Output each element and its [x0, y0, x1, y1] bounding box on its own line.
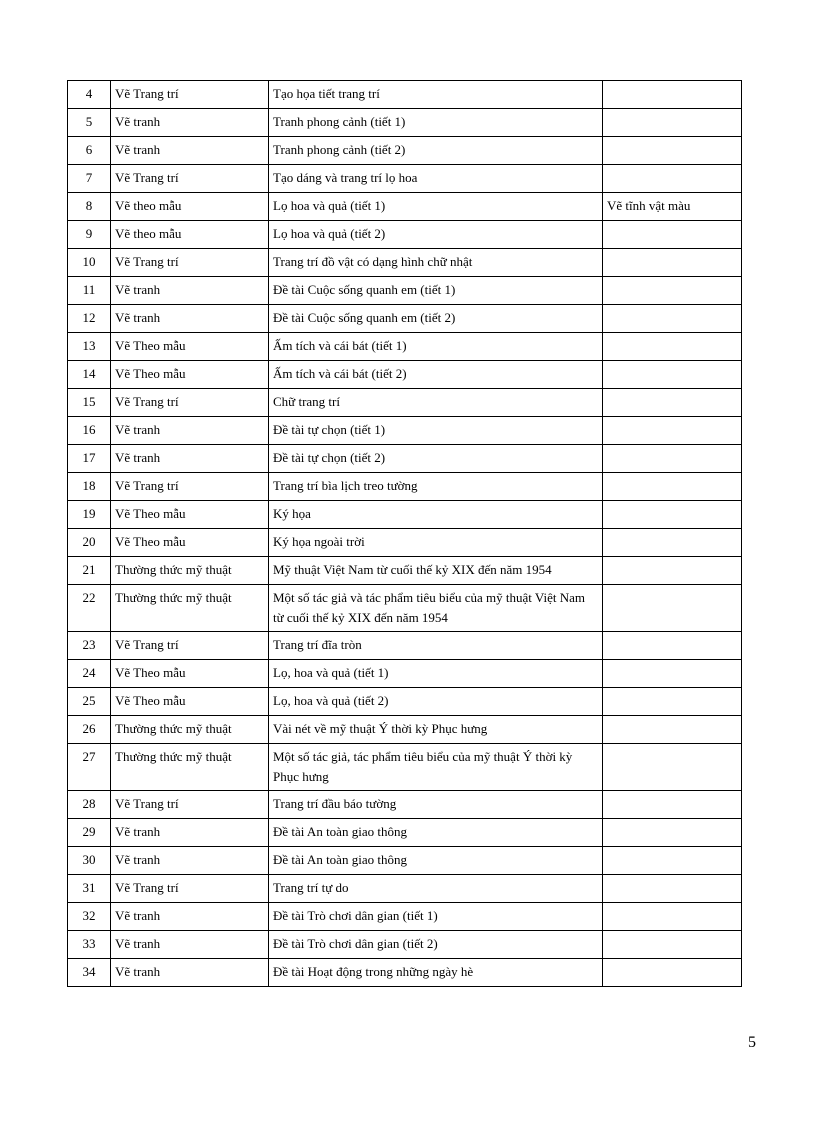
- lesson-title-cell: Ký họa ngoài trời: [269, 529, 603, 557]
- lesson-number-cell: 24: [68, 660, 111, 688]
- lesson-title-cell: Ấm tích và cái bát (tiết 1): [269, 333, 603, 361]
- lesson-title-cell: Đề tài Cuộc sống quanh em (tiết 1): [269, 277, 603, 305]
- category-cell: Vẽ Theo mẫu: [111, 361, 269, 389]
- note-cell: [603, 221, 742, 249]
- note-cell: [603, 660, 742, 688]
- note-cell: [603, 417, 742, 445]
- note-cell: [603, 277, 742, 305]
- table-row: [68, 193, 742, 221]
- note-cell: [603, 361, 742, 389]
- lesson-title-cell: Trang trí đĩa tròn: [269, 632, 603, 660]
- category-cell: Vẽ Trang trí: [111, 389, 269, 417]
- category-cell: Vẽ tranh: [111, 819, 269, 847]
- lesson-title-cell: Đề tài Trò chơi dân gian (tiết 2): [269, 931, 603, 959]
- lesson-title-cell: Vài nét về mỹ thuật Ý thời kỳ Phục hưng: [269, 716, 603, 744]
- lesson-title-cell: Lọ hoa và quả (tiết 1): [269, 193, 603, 221]
- category-cell: Vẽ tranh: [111, 445, 269, 473]
- lesson-title-cell: Trang trí tự do: [269, 875, 603, 903]
- category-cell: Vẽ Theo mẫu: [111, 501, 269, 529]
- lesson-number-cell: 18: [68, 473, 111, 501]
- lesson-title-cell: Tranh phong cảnh (tiết 2): [269, 137, 603, 165]
- note-cell: [603, 165, 742, 193]
- lesson-number-cell: 26: [68, 716, 111, 744]
- lesson-number-cell: 12: [68, 305, 111, 333]
- lesson-number-cell: 20: [68, 529, 111, 557]
- category-cell: Vẽ tranh: [111, 903, 269, 931]
- table-row: [68, 165, 742, 193]
- lesson-title-cell: Mỹ thuật Việt Nam từ cuối thế kỷ XIX đến năm 1954: [269, 557, 603, 585]
- table-body: [68, 81, 742, 987]
- category-cell: Vẽ tranh: [111, 137, 269, 165]
- lesson-number-cell: 17: [68, 445, 111, 473]
- lesson-number-cell: 30: [68, 847, 111, 875]
- table-row: [68, 660, 742, 688]
- table-row: [68, 791, 742, 819]
- table-row: [68, 875, 742, 903]
- category-cell: Vẽ Theo mẫu: [111, 333, 269, 361]
- category-cell: Vẽ tranh: [111, 847, 269, 875]
- note-cell: [603, 959, 742, 987]
- category-cell: Vẽ Trang trí: [111, 81, 269, 109]
- note-cell: [603, 632, 742, 660]
- note-cell: [603, 688, 742, 716]
- note-cell: [603, 137, 742, 165]
- note-cell: [603, 819, 742, 847]
- category-cell: Vẽ Theo mẫu: [111, 660, 269, 688]
- lesson-number-cell: 9: [68, 221, 111, 249]
- lesson-number-cell: 27: [68, 744, 111, 791]
- lesson-title-cell: Lọ hoa và quả (tiết 2): [269, 221, 603, 249]
- lesson-number-cell: 5: [68, 109, 111, 137]
- lesson-number-cell: 21: [68, 557, 111, 585]
- lesson-number-cell: 6: [68, 137, 111, 165]
- table-row: [68, 959, 742, 987]
- lesson-title-cell: Lọ, hoa và quả (tiết 2): [269, 688, 603, 716]
- category-cell: Vẽ theo mẫu: [111, 193, 269, 221]
- note-cell: [603, 305, 742, 333]
- lesson-number-cell: 22: [68, 585, 111, 632]
- lesson-number-cell: 29: [68, 819, 111, 847]
- table-row: [68, 819, 742, 847]
- note-cell: [603, 333, 742, 361]
- lesson-number-cell: 23: [68, 632, 111, 660]
- category-cell: Vẽ Trang trí: [111, 473, 269, 501]
- table-row: [68, 249, 742, 277]
- table-row: [68, 847, 742, 875]
- table-row: [68, 529, 742, 557]
- table-row: [68, 361, 742, 389]
- lesson-number-cell: 4: [68, 81, 111, 109]
- lesson-number-cell: 7: [68, 165, 111, 193]
- lesson-number-cell: 28: [68, 791, 111, 819]
- lesson-title-cell: Đề tài Trò chơi dân gian (tiết 1): [269, 903, 603, 931]
- lesson-title-cell: Đề tài Hoạt động trong những ngày hè: [269, 959, 603, 987]
- table-row: [68, 557, 742, 585]
- note-cell: [603, 249, 742, 277]
- category-cell: Thường thức mỹ thuật: [111, 716, 269, 744]
- lesson-number-cell: 34: [68, 959, 111, 987]
- category-cell: Vẽ tranh: [111, 277, 269, 305]
- note-cell: [603, 529, 742, 557]
- lesson-title-cell: Đề tài tự chọn (tiết 1): [269, 417, 603, 445]
- note-cell: [603, 903, 742, 931]
- table-row: [68, 501, 742, 529]
- lesson-title-cell: Đề tài An toàn giao thông: [269, 847, 603, 875]
- lesson-number-cell: 33: [68, 931, 111, 959]
- lesson-title-cell: Tranh phong cảnh (tiết 1): [269, 109, 603, 137]
- table-row: [68, 473, 742, 501]
- note-cell: Vẽ tĩnh vật màu: [603, 193, 742, 221]
- note-cell: [603, 716, 742, 744]
- lesson-number-cell: 31: [68, 875, 111, 903]
- lesson-title-cell: Ấm tích và cái bát (tiết 2): [269, 361, 603, 389]
- curriculum-table: [67, 80, 742, 987]
- note-cell: [603, 389, 742, 417]
- note-cell: [603, 931, 742, 959]
- note-cell: [603, 847, 742, 875]
- lesson-title-cell: Trang trí bìa lịch treo tường: [269, 473, 603, 501]
- category-cell: Vẽ tranh: [111, 959, 269, 987]
- note-cell: [603, 791, 742, 819]
- table-row: [68, 632, 742, 660]
- note-cell: [603, 585, 742, 632]
- lesson-title-cell: Tạo dáng và trang trí lọ hoa: [269, 165, 603, 193]
- table-row: [68, 903, 742, 931]
- category-cell: Vẽ tranh: [111, 305, 269, 333]
- page-number: 5: [748, 1034, 756, 1051]
- table-row: [68, 333, 742, 361]
- category-cell: Vẽ tranh: [111, 109, 269, 137]
- lesson-title-cell: Một số tác giả, tác phẩm tiêu biểu của mỹ thuật Ý thời kỳ Phục hưng: [269, 744, 603, 791]
- note-cell: [603, 557, 742, 585]
- note-cell: [603, 109, 742, 137]
- lesson-number-cell: 14: [68, 361, 111, 389]
- table-row: [68, 744, 742, 791]
- note-cell: [603, 445, 742, 473]
- lesson-number-cell: 8: [68, 193, 111, 221]
- note-cell: [603, 875, 742, 903]
- table-row: [68, 109, 742, 137]
- lesson-title-cell: Đề tài Cuộc sống quanh em (tiết 2): [269, 305, 603, 333]
- lesson-number-cell: 11: [68, 277, 111, 305]
- note-cell: [603, 744, 742, 791]
- lesson-title-cell: Đề tài An toàn giao thông: [269, 819, 603, 847]
- category-cell: Vẽ Theo mẫu: [111, 688, 269, 716]
- category-cell: Thường thức mỹ thuật: [111, 744, 269, 791]
- table-row: [68, 688, 742, 716]
- lesson-number-cell: 13: [68, 333, 111, 361]
- table-row: [68, 305, 742, 333]
- table-row: [68, 81, 742, 109]
- note-cell: [603, 501, 742, 529]
- category-cell: Vẽ Trang trí: [111, 875, 269, 903]
- table-row: [68, 417, 742, 445]
- category-cell: Vẽ Theo mẫu: [111, 529, 269, 557]
- lesson-number-cell: 19: [68, 501, 111, 529]
- table-row: [68, 137, 742, 165]
- note-cell: [603, 473, 742, 501]
- category-cell: Vẽ tranh: [111, 417, 269, 445]
- category-cell: Thường thức mỹ thuật: [111, 557, 269, 585]
- table-row: [68, 221, 742, 249]
- lesson-title-cell: Trang trí đồ vật có dạng hình chữ nhật: [269, 249, 603, 277]
- lesson-number-cell: 10: [68, 249, 111, 277]
- lesson-number-cell: 15: [68, 389, 111, 417]
- category-cell: Vẽ Trang trí: [111, 165, 269, 193]
- table-row: [68, 716, 742, 744]
- category-cell: Vẽ Trang trí: [111, 791, 269, 819]
- category-cell: Vẽ tranh: [111, 931, 269, 959]
- category-cell: Vẽ Trang trí: [111, 632, 269, 660]
- lesson-title-cell: Một số tác giả và tác phẩm tiêu biểu của mỹ thuật Việt Nam từ cuối thế kỷ XIX đến năm 1954: [269, 585, 603, 632]
- lesson-number-cell: 25: [68, 688, 111, 716]
- lesson-number-cell: 16: [68, 417, 111, 445]
- category-cell: Vẽ Trang trí: [111, 249, 269, 277]
- table-row: [68, 931, 742, 959]
- lesson-number-cell: 32: [68, 903, 111, 931]
- category-cell: Thường thức mỹ thuật: [111, 585, 269, 632]
- table-row: [68, 445, 742, 473]
- lesson-title-cell: Đề tài tự chọn (tiết 2): [269, 445, 603, 473]
- lesson-title-cell: Chữ trang trí: [269, 389, 603, 417]
- table-row: [68, 585, 742, 632]
- table-row: [68, 389, 742, 417]
- lesson-title-cell: Lọ, hoa và quả (tiết 1): [269, 660, 603, 688]
- category-cell: Vẽ theo mẫu: [111, 221, 269, 249]
- note-cell: [603, 81, 742, 109]
- table-row: [68, 277, 742, 305]
- lesson-title-cell: Tạo họa tiết trang trí: [269, 81, 603, 109]
- lesson-title-cell: Trang trí đầu báo tường: [269, 791, 603, 819]
- lesson-title-cell: Ký họa: [269, 501, 603, 529]
